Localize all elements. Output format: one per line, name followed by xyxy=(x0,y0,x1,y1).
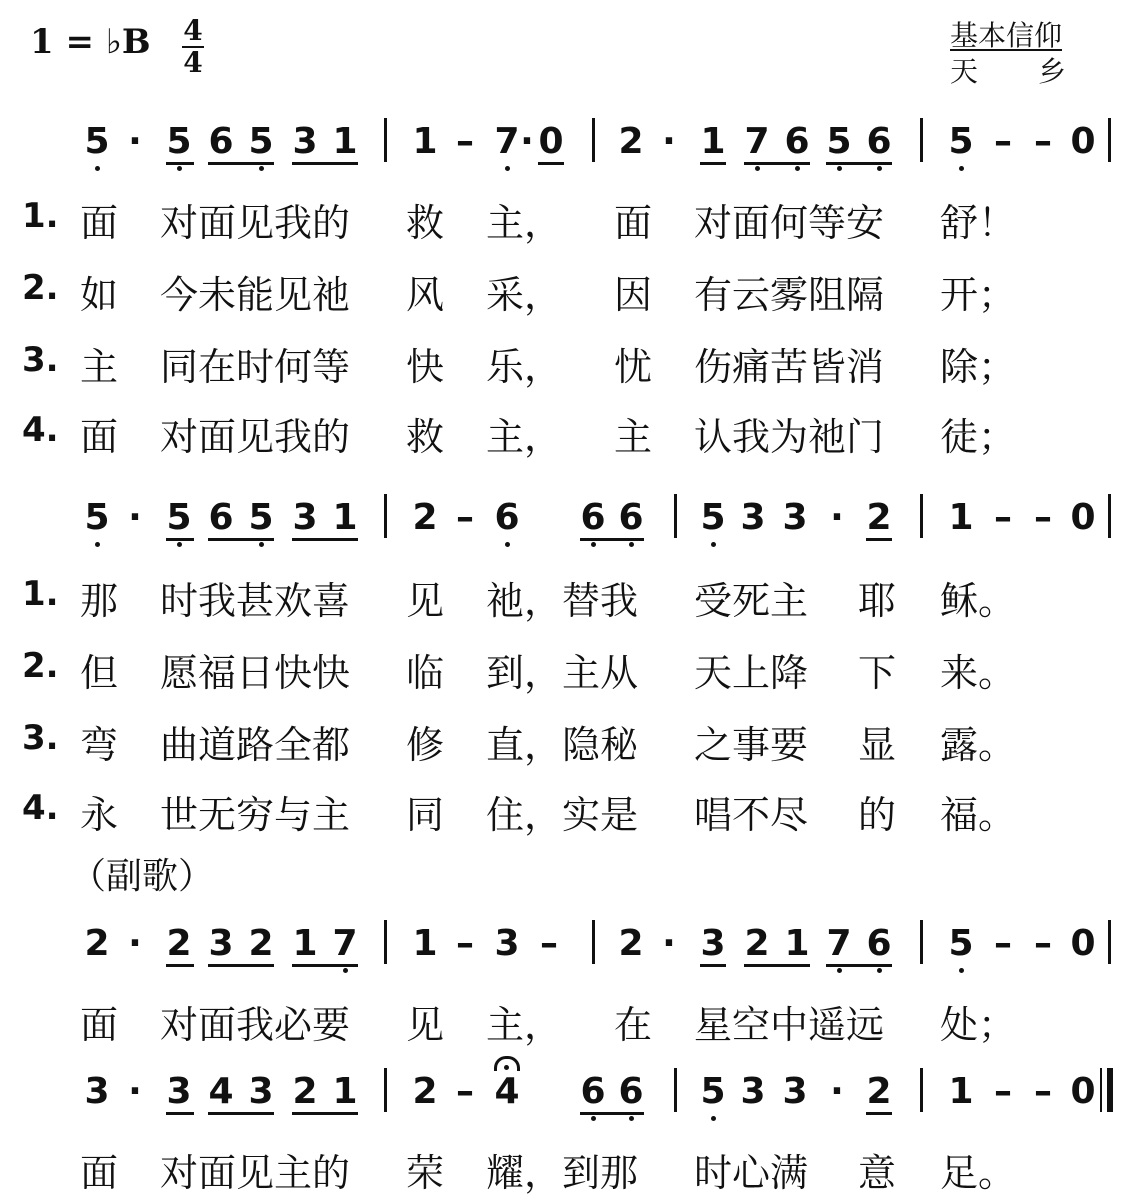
note: – xyxy=(994,923,1012,964)
note: 3 xyxy=(292,121,318,162)
note: – xyxy=(994,121,1012,162)
note: 2 xyxy=(292,1071,318,1112)
note: 4 xyxy=(208,1071,234,1112)
lyric: 来。 xyxy=(940,651,1017,695)
lyric: 弯 xyxy=(80,723,119,767)
verse-number: 3. xyxy=(22,718,59,758)
lyric: 开； xyxy=(940,273,1017,317)
note: – xyxy=(994,1071,1012,1112)
note: 7 xyxy=(332,923,358,964)
note: 2 xyxy=(866,1071,892,1112)
lyric: 对面见我的 xyxy=(160,415,351,459)
bar-line xyxy=(592,920,595,964)
bar-line xyxy=(1108,118,1111,162)
note: 6 xyxy=(208,497,234,538)
lyric: 面 xyxy=(80,1151,119,1195)
note: 1 xyxy=(332,121,358,162)
lyric: 面 xyxy=(80,415,119,459)
lyric: 住，实是 xyxy=(486,793,639,837)
lyric-line-chorus-2 xyxy=(0,1142,1133,1195)
lyric: 在 xyxy=(614,1003,653,1047)
note: 2 xyxy=(618,923,644,964)
verse-number: 4. xyxy=(22,410,59,450)
note: 6 xyxy=(866,923,892,964)
lyric: 稣。 xyxy=(940,579,1017,623)
note: 2 xyxy=(618,121,644,162)
note: 5 xyxy=(84,121,110,162)
lyric: 今未能见祂 xyxy=(160,273,351,317)
lyric-line-v1a xyxy=(0,192,1133,245)
lyric-line-v3b xyxy=(0,714,1133,767)
lyric: 星空中遥远 xyxy=(694,1003,885,1047)
note: 5 xyxy=(84,497,110,538)
note: 6 xyxy=(208,121,234,162)
lyric: 见 xyxy=(406,1003,445,1047)
note: 5 xyxy=(826,121,852,162)
note: 7 xyxy=(494,121,520,162)
lyric: 对面见我的 xyxy=(160,201,351,245)
note: – xyxy=(456,497,474,538)
lyric-line-v3a xyxy=(0,336,1133,389)
note: 1 xyxy=(332,497,358,538)
note-dot: · xyxy=(520,121,534,162)
lyric: 认我为祂门 xyxy=(694,415,885,459)
lyric: 愿福日快快 xyxy=(160,651,351,695)
note: 5 xyxy=(948,923,974,964)
bar-line xyxy=(384,920,387,964)
lyric: 耶 xyxy=(858,579,897,623)
lyric: 受死主 xyxy=(694,579,809,623)
lyric: 面 xyxy=(80,201,119,245)
lyric: 足。 xyxy=(940,1151,1017,1195)
time-signature-top: 4 xyxy=(183,14,203,47)
note: – xyxy=(456,121,474,162)
note: 6 xyxy=(494,497,520,538)
bar-line xyxy=(384,494,387,538)
note: – xyxy=(456,923,474,964)
lyric: 露。 xyxy=(940,723,1017,767)
note: 5 xyxy=(248,121,274,162)
note-dot: · xyxy=(662,923,676,964)
note: 0 xyxy=(538,121,564,162)
note: 1 xyxy=(332,1071,358,1112)
chorus-label: （副歌） xyxy=(70,856,215,897)
lyric: 主 xyxy=(80,345,119,389)
note: 2 xyxy=(84,923,110,964)
lyric: 唱不尽 xyxy=(694,793,809,837)
note: 5 xyxy=(248,497,274,538)
verse-number: 1. xyxy=(22,574,59,614)
lyric: 有云雾阻隔 xyxy=(694,273,885,317)
note: 5 xyxy=(948,121,974,162)
lyric: 快 xyxy=(406,345,445,389)
note: 3 xyxy=(782,497,808,538)
lyric: 直，隐秘 xyxy=(486,723,639,767)
note: 3 xyxy=(208,923,234,964)
note-dot: · xyxy=(830,497,844,538)
lyric: 徒； xyxy=(940,415,1017,459)
note: 5 xyxy=(166,121,192,162)
bar-line xyxy=(920,1068,923,1112)
note: 2 xyxy=(412,1071,438,1112)
lyric: 主， xyxy=(486,1003,563,1047)
lyric: 对面见主的 xyxy=(160,1151,351,1195)
note: 6 xyxy=(618,1071,644,1112)
bar-line xyxy=(674,1068,677,1112)
verse-number: 4. xyxy=(22,788,59,828)
note: 0 xyxy=(1070,923,1096,964)
bar-line xyxy=(920,920,923,964)
note-dot: · xyxy=(128,121,142,162)
note: 1 xyxy=(948,497,974,538)
note: 0 xyxy=(1070,121,1096,162)
note: – xyxy=(456,1071,474,1112)
lyric-line-chorus-1 xyxy=(0,994,1133,1047)
note: 3 xyxy=(166,1071,192,1112)
lyric: 意 xyxy=(858,1151,897,1195)
lyric: 显 xyxy=(858,723,897,767)
notation-line-4 xyxy=(0,1072,1133,1132)
note: 1 xyxy=(412,121,438,162)
fermata-icon xyxy=(494,1056,520,1071)
lyric: 的 xyxy=(858,793,897,837)
note: 3 xyxy=(292,497,318,538)
lyric: 曲道路全都 xyxy=(160,723,351,767)
verse-number: 2. xyxy=(22,646,59,686)
note: 6 xyxy=(784,121,810,162)
note: 1 xyxy=(948,1071,974,1112)
bar-line xyxy=(384,118,387,162)
lyric: 同在时何等 xyxy=(160,345,351,389)
lyric: 面 xyxy=(80,1003,119,1047)
note: – xyxy=(1034,1071,1052,1112)
lyric: 除； xyxy=(940,345,1017,389)
note: 2 xyxy=(744,923,770,964)
note: 3 xyxy=(782,1071,808,1112)
credits xyxy=(950,18,1126,90)
lyric: 永 xyxy=(80,793,119,837)
lyric: 伤痛苦皆消 xyxy=(694,345,885,389)
lyric: 乐， xyxy=(486,345,563,389)
note: 3 xyxy=(740,1071,766,1112)
lyric: 福。 xyxy=(940,793,1017,837)
note: 1 xyxy=(292,923,318,964)
note: 1 xyxy=(784,923,810,964)
lyric: 如 xyxy=(80,273,119,317)
lyric: 荣 xyxy=(406,1151,445,1195)
note: 6 xyxy=(618,497,644,538)
note-dot: · xyxy=(128,923,142,964)
note: 3 xyxy=(700,923,726,964)
lyric: 修 xyxy=(406,723,445,767)
lyric-line-v2b xyxy=(0,642,1133,695)
lyric: 舒！ xyxy=(940,201,1017,245)
bar-line xyxy=(1108,494,1111,538)
lyric: 时心满 xyxy=(694,1151,809,1195)
lyric: 忧 xyxy=(614,345,653,389)
note: 3 xyxy=(494,923,520,964)
lyric: 面 xyxy=(614,201,653,245)
lyric: 主， xyxy=(486,415,563,459)
lyric: 下 xyxy=(858,651,897,695)
lyric: 主 xyxy=(614,415,653,459)
note: 5 xyxy=(700,497,726,538)
note-dot: · xyxy=(128,1071,142,1112)
note: 7 xyxy=(826,923,852,964)
final-bar-thin xyxy=(1100,1068,1102,1112)
lyric: 处； xyxy=(940,1003,1017,1047)
note: 1 xyxy=(412,923,438,964)
bar-line xyxy=(920,494,923,538)
note-dot: · xyxy=(128,497,142,538)
lyric: 风 xyxy=(406,273,445,317)
lyric: 因 xyxy=(614,273,653,317)
lyric: 见 xyxy=(406,579,445,623)
note-dot: · xyxy=(830,1071,844,1112)
lyric: 救 xyxy=(406,201,445,245)
verse-number: 3. xyxy=(22,340,59,380)
note: 2 xyxy=(412,497,438,538)
verse-number: 2. xyxy=(22,268,59,308)
note: – xyxy=(1034,923,1052,964)
lyric: 临 xyxy=(406,651,445,695)
note: 0 xyxy=(1070,1071,1096,1112)
note: 6 xyxy=(580,497,606,538)
bar-line xyxy=(384,1068,387,1112)
note: 4 xyxy=(494,1071,520,1112)
note: 5 xyxy=(700,1071,726,1112)
note-dot: · xyxy=(662,121,676,162)
note: 3 xyxy=(84,1071,110,1112)
notation-line-2 xyxy=(0,498,1133,558)
lyric: 同 xyxy=(406,793,445,837)
note: 7 xyxy=(744,121,770,162)
lyric: 之事要 xyxy=(694,723,809,767)
bar-line xyxy=(920,118,923,162)
bar-line xyxy=(592,118,595,162)
note: – xyxy=(994,497,1012,538)
note: 2 xyxy=(248,923,274,964)
notation-line-1 xyxy=(0,122,1133,182)
lyric: 耀，到那 xyxy=(486,1151,639,1195)
note: 6 xyxy=(580,1071,606,1112)
note: 0 xyxy=(1070,497,1096,538)
lyric: 但 xyxy=(80,651,119,695)
lyric: 世无穷与主 xyxy=(160,793,351,837)
lyric: 到，主从 xyxy=(486,651,639,695)
lyric-line-v2a xyxy=(0,264,1133,317)
lyric-line-v1b xyxy=(0,570,1133,623)
lyric: 时我甚欢喜 xyxy=(160,579,351,623)
lyric: 那 xyxy=(80,579,119,623)
lyric-line-v4a xyxy=(0,406,1133,459)
lyricist: 天乡 xyxy=(950,55,1127,88)
lyric: 救 xyxy=(406,415,445,459)
note: 5 xyxy=(166,497,192,538)
lyric: 主， xyxy=(486,201,563,245)
bar-line xyxy=(1108,920,1111,964)
lyric-line-v4b xyxy=(0,784,1133,837)
lyric: 天上降 xyxy=(694,651,809,695)
lyric: 对面何等安 xyxy=(694,201,885,245)
time-signature-bottom: 4 xyxy=(183,46,203,79)
key-signature: 1 = ♭B xyxy=(30,22,151,62)
lyric: 采， xyxy=(486,273,563,317)
lyric: 祂，替我 xyxy=(486,579,639,623)
note: 6 xyxy=(866,121,892,162)
note: 2 xyxy=(166,923,192,964)
note: 3 xyxy=(740,497,766,538)
time-signature xyxy=(182,14,204,79)
note: – xyxy=(1034,497,1052,538)
note: – xyxy=(1034,121,1052,162)
lyric: 对面我必要 xyxy=(160,1003,351,1047)
note: 2 xyxy=(866,497,892,538)
final-bar-thick xyxy=(1107,1068,1113,1112)
note: 1 xyxy=(700,121,726,162)
hymn-category: 基本信仰 xyxy=(950,19,1063,52)
note: 3 xyxy=(248,1071,274,1112)
note: – xyxy=(540,923,558,964)
notation-line-3 xyxy=(0,924,1133,984)
bar-line xyxy=(674,494,677,538)
verse-number: 1. xyxy=(22,196,59,236)
